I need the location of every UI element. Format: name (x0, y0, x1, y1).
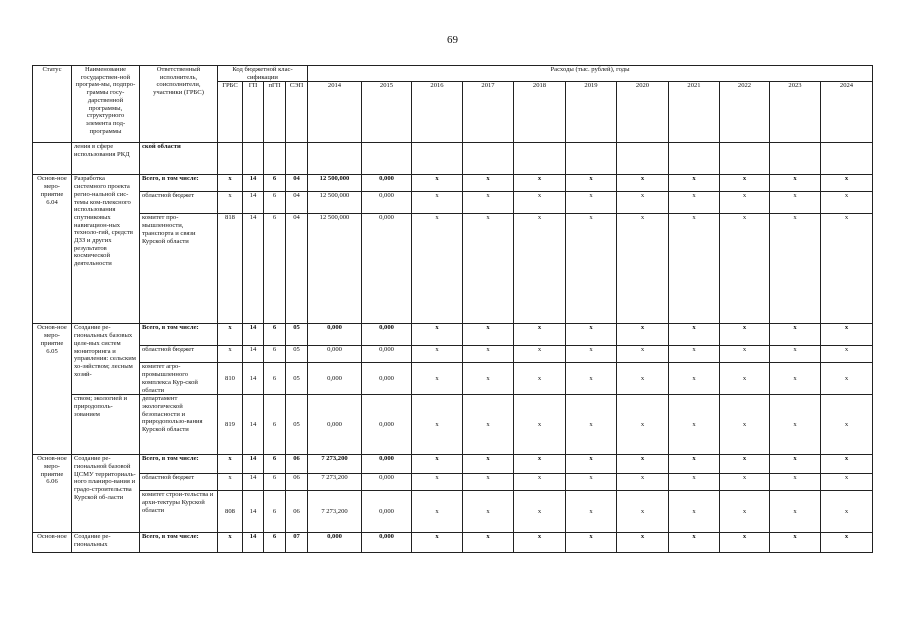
value-2014-cell: 7 273,200 (308, 474, 362, 491)
header-code-grbs: ГРБС (218, 82, 243, 143)
responsible-cell: комитет строи-тельства и архи-тектуры Курской области (140, 491, 218, 533)
code-grbs-cell: x (218, 474, 243, 491)
value-x-cell: x (566, 192, 617, 214)
code-sep-cell: 06 (286, 474, 308, 491)
value-x-cell: x (669, 175, 720, 192)
value-x-cell: x (412, 474, 463, 491)
value-2014-cell: 0,000 (308, 346, 362, 363)
code-grbs-cell: 819 (218, 395, 243, 455)
code-sep-cell: 05 (286, 324, 308, 346)
code-gp-cell: 14 (243, 455, 264, 474)
page-number: 69 (447, 34, 458, 46)
value-x-cell: x (463, 491, 514, 533)
value-x-cell: x (669, 214, 720, 324)
value-x-cell: x (821, 324, 873, 346)
code-pgp-cell: 6 (264, 192, 286, 214)
value-x-cell: x (412, 175, 463, 192)
value-x-cell: x (617, 363, 669, 395)
value-x-cell: x (669, 533, 720, 553)
value-x-cell: x (566, 175, 617, 192)
activity-name-cell: ством; экологией и природополь-зованием (72, 395, 140, 455)
table-row (33, 346, 873, 363)
value-x-cell: x (669, 324, 720, 346)
value-x-cell: x (821, 363, 873, 395)
code-pgp-cell: 6 (264, 175, 286, 192)
value-x-cell: x (770, 346, 821, 363)
value-x-cell: x (720, 324, 770, 346)
responsible-cell: Всего, в том числе: (140, 533, 218, 553)
value-x-cell: x (770, 363, 821, 395)
value-2015-cell: 0,000 (362, 192, 412, 214)
value-x-cell: x (770, 455, 821, 474)
header-year: 2014 (308, 82, 362, 143)
table-row (33, 491, 873, 533)
value-x-cell: x (514, 346, 566, 363)
value-2015-cell: 0,000 (362, 455, 412, 474)
value-x-cell: x (770, 175, 821, 192)
code-sep-cell: 04 (286, 175, 308, 192)
code-grbs-cell: x (218, 324, 243, 346)
value-2014-cell: 0,000 (308, 363, 362, 395)
code-sep-cell: 04 (286, 192, 308, 214)
header-year: 2017 (463, 82, 514, 143)
header-year: 2024 (821, 82, 873, 143)
value-2015-cell: 0,000 (362, 474, 412, 491)
code-pgp-cell: 6 (264, 533, 286, 553)
code-pgp-cell: 6 (264, 324, 286, 346)
value-x-cell: x (463, 474, 514, 491)
value-x-cell: x (514, 324, 566, 346)
header-responsible: Ответственный исполнитель, соисполнители, участники (ГРБС) (140, 66, 218, 143)
value-x-cell: x (463, 395, 514, 455)
carry-name-cell: ления в сфере использования РКД (72, 143, 140, 175)
value-x-cell: x (720, 346, 770, 363)
value-x-cell: x (566, 395, 617, 455)
value-x-cell: x (514, 192, 566, 214)
value-x-cell: x (720, 474, 770, 491)
responsible-cell: Всего, в том числе: (140, 175, 218, 192)
table-row (33, 533, 873, 553)
value-x-cell: x (463, 324, 514, 346)
code-pgp-cell: 6 (264, 491, 286, 533)
value-x-cell: x (412, 363, 463, 395)
value-x-cell: x (463, 455, 514, 474)
value-x-cell: x (617, 395, 669, 455)
header-year: 2018 (514, 82, 566, 143)
code-gp-cell: 14 (243, 474, 264, 491)
status-cell: Основ-ное меро-приятие 6.06 (33, 455, 72, 533)
value-x-cell: x (669, 474, 720, 491)
code-grbs-cell: x (218, 192, 243, 214)
value-2014-cell: 7 273,200 (308, 455, 362, 474)
value-2015-cell: 0,000 (362, 324, 412, 346)
value-x-cell: x (514, 474, 566, 491)
value-x-cell: x (412, 491, 463, 533)
value-x-cell: x (720, 175, 770, 192)
value-x-cell: x (514, 395, 566, 455)
value-x-cell: x (463, 192, 514, 214)
value-x-cell: x (566, 491, 617, 533)
code-grbs-cell: x (218, 455, 243, 474)
responsible-cell: областной бюджет (140, 192, 218, 214)
code-gp-cell: 14 (243, 214, 264, 324)
code-gp-cell: 14 (243, 395, 264, 455)
value-x-cell: x (821, 175, 873, 192)
code-sep-cell: 07 (286, 533, 308, 553)
value-x-cell: x (720, 214, 770, 324)
table-row (33, 455, 873, 474)
value-x-cell: x (669, 346, 720, 363)
carry-responsible-cell: ской области (140, 143, 218, 175)
header-year: 2022 (720, 82, 770, 143)
value-x-cell: x (566, 214, 617, 324)
value-x-cell: x (514, 533, 566, 553)
value-x-cell: x (463, 533, 514, 553)
value-x-cell: x (412, 324, 463, 346)
value-x-cell: x (821, 455, 873, 474)
value-x-cell: x (412, 214, 463, 324)
activity-name-cell: Создание ре-гиональной базовой ЦСМУ территориаль-ного планиро-вания и градо-строительства Курской об-ласти (72, 455, 140, 533)
value-x-cell: x (821, 192, 873, 214)
value-x-cell: x (617, 192, 669, 214)
value-x-cell: x (617, 533, 669, 553)
value-x-cell: x (669, 491, 720, 533)
value-x-cell: x (720, 192, 770, 214)
value-2014-cell: 0,000 (308, 533, 362, 553)
responsible-cell: комитет про-мышленности, транспорта и связи Курской области (140, 214, 218, 324)
value-x-cell: x (617, 455, 669, 474)
code-grbs-cell: 818 (218, 214, 243, 324)
header-program-name: Наименование государствен-ной програм-мы, подпро-граммы госу-дарственной программы, структурного элемента под-программы (72, 66, 140, 143)
activity-name-cell: Создание ре-гиональных (72, 533, 140, 553)
carry-over-row (33, 143, 873, 175)
value-x-cell: x (412, 192, 463, 214)
value-x-cell: x (720, 363, 770, 395)
code-pgp-cell: 6 (264, 395, 286, 455)
value-x-cell: x (821, 395, 873, 455)
value-x-cell: x (617, 346, 669, 363)
table-row (33, 175, 873, 192)
header-year: 2021 (669, 82, 720, 143)
activity-name-cell: Создание ре-гиональных базовых целе-вых систем мониторинга и управления: сельским хо-зяйством; лесным хозяй- (72, 324, 140, 395)
value-2014-cell: 12 500,000 (308, 175, 362, 192)
value-x-cell: x (514, 214, 566, 324)
value-2014-cell: 0,000 (308, 395, 362, 455)
value-x-cell: x (770, 192, 821, 214)
header-status: Статус (33, 66, 72, 143)
value-x-cell: x (566, 363, 617, 395)
responsible-cell: Всего, в том числе: (140, 455, 218, 474)
table-row (33, 395, 873, 455)
value-x-cell: x (412, 533, 463, 553)
activity-name-cell: Разработка системного проекта регио-нальной сис-темы ком-плексного использования спутниковых навигацион-ных техноло-гий, средств ДЗЗ и других результатов космической деятельности (72, 175, 140, 324)
value-x-cell: x (669, 192, 720, 214)
status-cell: Основ-ное (33, 533, 72, 553)
code-grbs-cell: x (218, 346, 243, 363)
value-x-cell: x (669, 395, 720, 455)
code-pgp-cell: 6 (264, 214, 286, 324)
value-x-cell: x (514, 491, 566, 533)
table-row (33, 214, 873, 324)
table-row (33, 324, 873, 346)
code-sep-cell: 06 (286, 491, 308, 533)
code-gp-cell: 14 (243, 175, 264, 192)
value-2014-cell: 0,000 (308, 324, 362, 346)
code-pgp-cell: 6 (264, 455, 286, 474)
value-x-cell: x (566, 474, 617, 491)
value-x-cell: x (617, 491, 669, 533)
table-row (33, 363, 873, 395)
value-x-cell: x (770, 533, 821, 553)
value-x-cell: x (514, 175, 566, 192)
code-sep-cell: 05 (286, 395, 308, 455)
responsible-cell: Всего, в том числе: (140, 324, 218, 346)
code-gp-cell: 14 (243, 324, 264, 346)
table-row (33, 192, 873, 214)
code-pgp-cell: 6 (264, 474, 286, 491)
header-expenses: Расходы (тыс. рублей), годы (308, 66, 873, 82)
header-code-pgp: пГП (264, 82, 286, 143)
code-gp-cell: 14 (243, 363, 264, 395)
value-x-cell: x (770, 324, 821, 346)
value-x-cell: x (514, 363, 566, 395)
value-x-cell: x (463, 346, 514, 363)
value-2015-cell: 0,000 (362, 395, 412, 455)
header-year: 2020 (617, 82, 669, 143)
value-x-cell: x (770, 474, 821, 491)
code-gp-cell: 14 (243, 192, 264, 214)
code-grbs-cell: x (218, 533, 243, 553)
code-pgp-cell: 6 (264, 363, 286, 395)
header-budget-code: Код бюджетной клас-сификации (218, 66, 308, 82)
status-cell: Основ-ное меро-приятие 6.04 (33, 175, 72, 324)
value-x-cell: x (566, 455, 617, 474)
value-x-cell: x (566, 324, 617, 346)
code-sep-cell: 06 (286, 455, 308, 474)
value-x-cell: x (617, 474, 669, 491)
value-x-cell: x (514, 455, 566, 474)
value-x-cell: x (566, 346, 617, 363)
value-2014-cell: 12 500,000 (308, 192, 362, 214)
responsible-cell: департамент экологической безопасности и природопользо-вания Курской области (140, 395, 218, 455)
code-grbs-cell: 808 (218, 491, 243, 533)
value-x-cell: x (821, 533, 873, 553)
value-x-cell: x (821, 214, 873, 324)
header-year: 2023 (770, 82, 821, 143)
header-year: 2015 (362, 82, 412, 143)
value-x-cell: x (669, 363, 720, 395)
header-code-gp: ГП (243, 82, 264, 143)
value-x-cell: x (770, 395, 821, 455)
value-2015-cell: 0,000 (362, 214, 412, 324)
value-x-cell: x (566, 533, 617, 553)
value-x-cell: x (617, 214, 669, 324)
value-x-cell: x (412, 455, 463, 474)
code-pgp-cell: 6 (264, 346, 286, 363)
value-x-cell: x (720, 455, 770, 474)
responsible-cell: областной бюджет (140, 346, 218, 363)
table-row (33, 474, 873, 491)
code-gp-cell: 14 (243, 346, 264, 363)
code-gp-cell: 14 (243, 491, 264, 533)
value-x-cell: x (463, 214, 514, 324)
value-x-cell: x (617, 324, 669, 346)
value-x-cell: x (770, 491, 821, 533)
code-sep-cell: 04 (286, 214, 308, 324)
value-x-cell: x (720, 491, 770, 533)
code-grbs-cell: x (218, 175, 243, 192)
value-x-cell: x (821, 474, 873, 491)
header-code-sep: СЭП (286, 82, 308, 143)
value-x-cell: x (412, 395, 463, 455)
value-x-cell: x (821, 346, 873, 363)
value-2014-cell: 12 500,000 (308, 214, 362, 324)
value-2015-cell: 0,000 (362, 346, 412, 363)
responsible-cell: комитет агро-промышленного комплекса Кур-ской области (140, 363, 218, 395)
value-2015-cell: 0,000 (362, 363, 412, 395)
budget-table (32, 65, 873, 553)
header-year: 2019 (566, 82, 617, 143)
value-2015-cell: 0,000 (362, 533, 412, 553)
carry-status-cell (33, 143, 72, 175)
value-x-cell: x (617, 175, 669, 192)
value-x-cell: x (770, 214, 821, 324)
value-x-cell: x (463, 363, 514, 395)
value-2014-cell: 7 273,200 (308, 491, 362, 533)
code-grbs-cell: 810 (218, 363, 243, 395)
status-cell: Основ-ное меро-приятие 6.05 (33, 324, 72, 455)
value-2015-cell: 0,000 (362, 491, 412, 533)
value-2015-cell: 0,000 (362, 175, 412, 192)
code-gp-cell: 14 (243, 533, 264, 553)
value-x-cell: x (821, 491, 873, 533)
value-x-cell: x (463, 175, 514, 192)
code-sep-cell: 05 (286, 346, 308, 363)
responsible-cell: областной бюджет (140, 474, 218, 491)
value-x-cell: x (669, 455, 720, 474)
value-x-cell: x (412, 346, 463, 363)
header-year: 2016 (412, 82, 463, 143)
code-sep-cell: 05 (286, 363, 308, 395)
value-x-cell: x (720, 533, 770, 553)
value-x-cell: x (720, 395, 770, 455)
